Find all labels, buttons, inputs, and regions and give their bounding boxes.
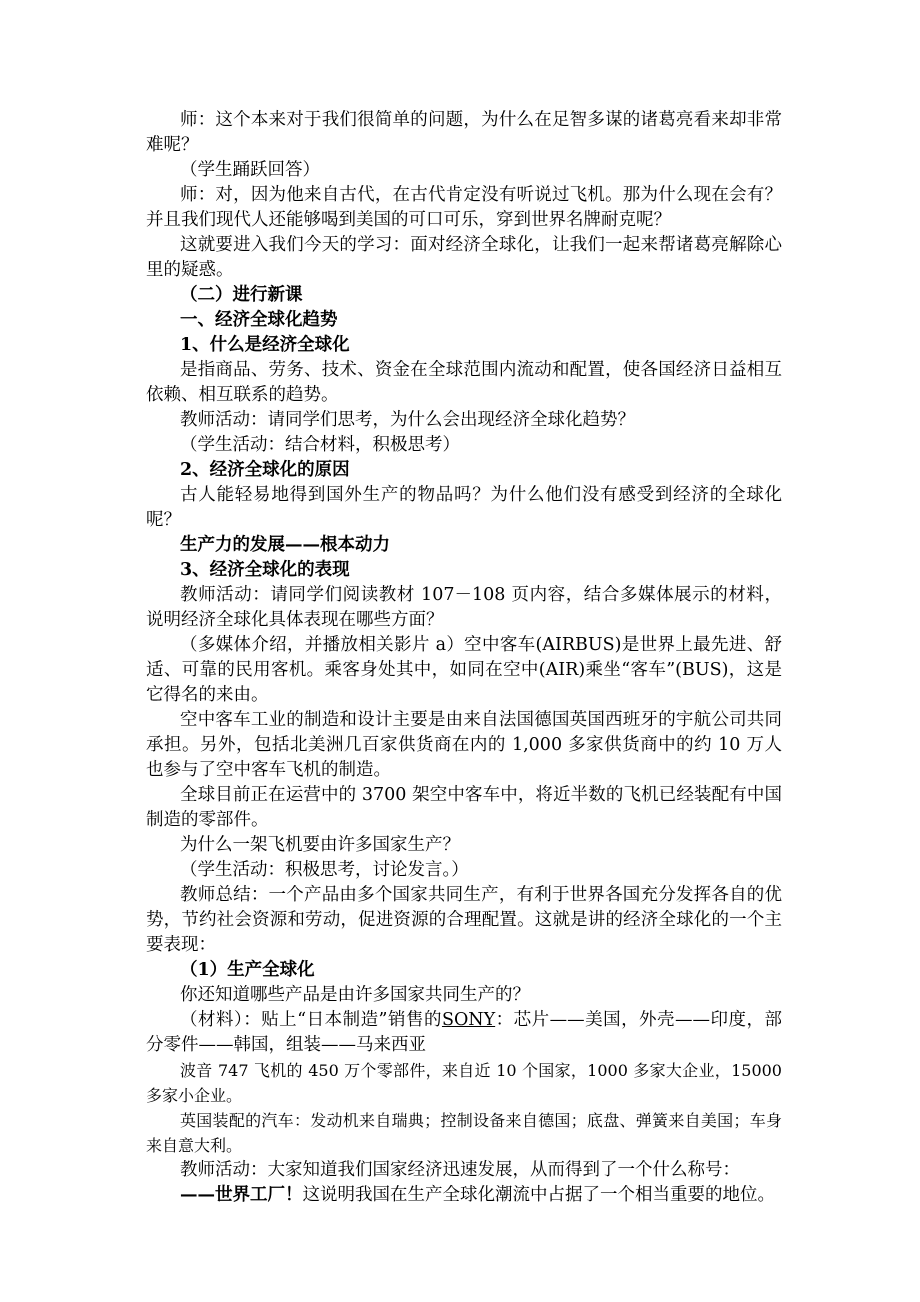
sony-link-text: SONY xyxy=(441,1010,496,1030)
world-factory-bold: ——世界工厂！ xyxy=(180,1185,303,1205)
paragraph-boeing: 波音 747 飞机的 450 万个零部件，来自近 10 个国家，1000 多家大企业，15000 多家小企业。 xyxy=(146,1061,782,1105)
paragraph-material xyxy=(146,1008,782,1058)
paragraph: （学生活动：结合材料，积极思考） xyxy=(180,435,460,455)
paragraph: 教师活动：大家知道我们国家经济迅速发展，从而得到了一个什么称号： xyxy=(180,1160,740,1180)
paragraph: 全球目前正在运营中的 3700 架空中客车中，将近半数的飞机已经装配有中国制造的零部件。 xyxy=(146,785,782,830)
paragraph: （多媒体介绍，并播放相关影片 a）空中客车(AIRBUS)是世界上最先进、舒适、可靠的民用客机。乘客身处其中，如同在空中(AIR)乘坐“客车”(BUS)，这是它得名的来由。 xyxy=(146,635,782,705)
heading-3: 3、经济全球化的表现 xyxy=(180,560,350,580)
paragraph-world-factory xyxy=(146,1183,782,1208)
paragraph: （学生活动：积极思考，讨论发言。） xyxy=(180,860,469,880)
paragraph: 教师活动：请同学们阅读教材 107－108 页内容，结合多媒体展示的材料，说明经济全球化具体表现在哪些方面？ xyxy=(146,585,782,630)
paragraph: 你还知道哪些产品是由许多国家共同生产的？ xyxy=(180,985,530,1005)
paragraph: 教师活动：请同学们思考，为什么会出现经济全球化趋势？ xyxy=(180,410,635,430)
paragraph: 师：这个本来对于我们很简单的问题，为什么在足智多谋的诸葛亮看来却非常难呢？ xyxy=(146,110,782,155)
heading-1: 1、什么是经济全球化 xyxy=(180,335,350,355)
heading-new-lesson: （二）进行新课 xyxy=(180,285,303,305)
paragraph: 古人能轻易地得到国外生产的物品吗？为什么他们没有感受到经济的全球化呢？ xyxy=(146,485,782,530)
paragraph: 教师总结：一个产品由多个国家共同生产，有利于世界各国充分发挥各自的优势，节约社会资源和劳动，促进资源的合理配置。这就是讲的经济全球化的一个主要表现： xyxy=(146,885,782,955)
heading-productivity: 生产力的发展——根本动力 xyxy=(180,535,390,555)
paragraph: 空中客车工业的制造和设计主要是由来自法国德国英国西班牙的宇航公司共同承担。另外，包括北美洲几百家供货商在内的 1,000 多家供货商中的约 10 万人也参与了空中客车飞机的制造。 xyxy=(146,710,782,780)
material-text-a: （材料）：贴上“日本制造”销售的 xyxy=(180,1010,442,1030)
paragraph-uk-car: 英国装配的汽车：发动机来自瑞典；控制设备来自德国；底盘、弹簧来自美国；车身来自意大利。 xyxy=(146,1111,782,1155)
material-text-b: ：芯片——美国，外壳——印度，部分零件——韩国，组装——马来西亚 xyxy=(146,1010,782,1055)
paragraph: 师：对，因为他来自古代，在古代肯定没有听说过飞机。那为什么现在会有？并且我们现代人还能够喝到美国的可口可乐，穿到世界名牌耐克呢？ xyxy=(146,185,782,230)
document-body xyxy=(146,108,782,1208)
paragraph: （学生踊跃回答） xyxy=(180,160,320,180)
heading-section-1: 一、经济全球化趋势 xyxy=(180,310,338,330)
paragraph: 是指商品、劳务、技术、资金在全球范围内流动和配置，使各国经济日益相互依赖、相互联系的趋势。 xyxy=(146,360,782,405)
paragraph: 这就要进入我们今天的学习：面对经济全球化，让我们一起来帮诸葛亮解除心里的疑惑。 xyxy=(146,235,782,280)
heading-2: 2、经济全球化的原因 xyxy=(180,460,350,480)
paragraph: 为什么一架飞机要由许多国家生产？ xyxy=(180,835,460,855)
heading-production-globalization: （1）生产全球化 xyxy=(180,960,315,980)
world-factory-rest: 这说明我国在生产全球化潮流中占据了一个相当重要的地位。 xyxy=(302,1185,775,1205)
